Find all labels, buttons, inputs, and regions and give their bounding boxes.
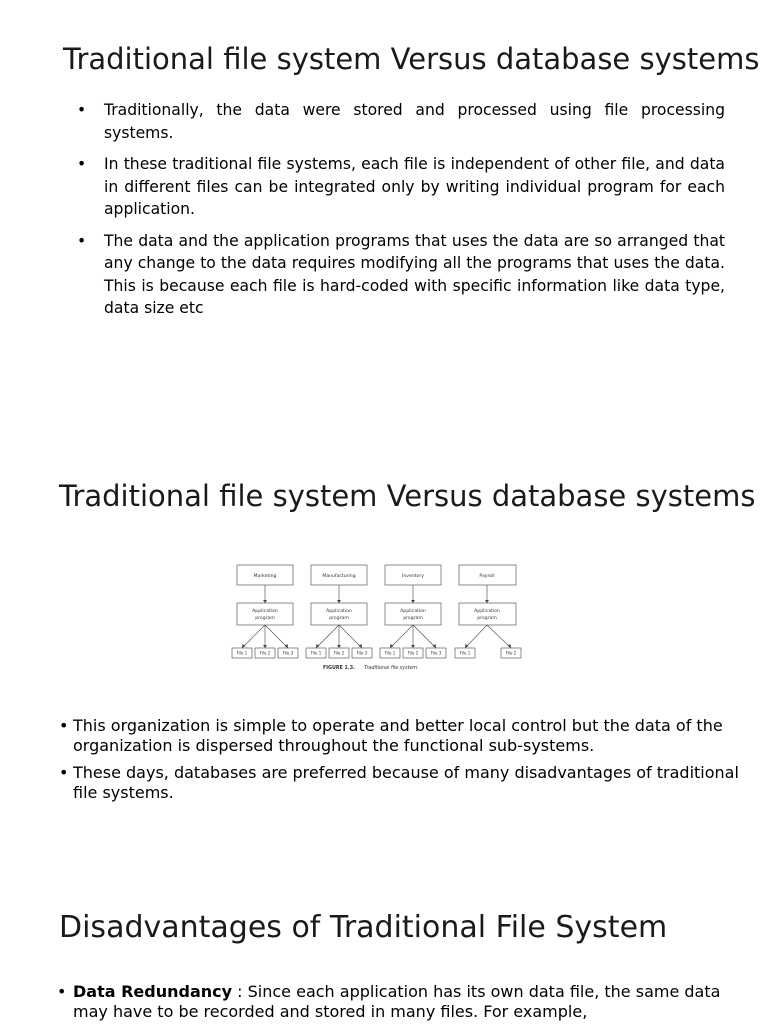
bullet-term: Data Redundancy xyxy=(73,982,233,1001)
program-label: program xyxy=(403,616,423,621)
file-label: File 3 xyxy=(430,650,442,656)
slide-1-title: Traditional file system Versus database systems xyxy=(63,42,760,76)
file-label: File 2 xyxy=(333,650,345,656)
department-label: Payroll xyxy=(479,574,495,579)
application-program-box xyxy=(311,603,367,625)
department-label: Inventory xyxy=(402,574,424,579)
slide-2-title: Traditional file system Versus database systems xyxy=(59,479,756,513)
traditional-file-system-diagram xyxy=(230,563,523,675)
program-label: program xyxy=(477,616,497,621)
file-label: File 3 xyxy=(282,650,294,656)
file-label: File 1 xyxy=(236,650,248,656)
list-item: • In these traditional file systems, each file is independent of other file, and data in different files can be integrated only by writing individual program for each application. xyxy=(77,153,725,221)
slide-2-bullet-list xyxy=(59,716,739,810)
department-label: Manufacturing xyxy=(322,574,356,579)
application-program-box xyxy=(459,603,516,625)
program-label: program xyxy=(255,616,275,621)
file-label: File 2 xyxy=(407,650,419,656)
file-label: File 1 xyxy=(310,650,322,656)
file-label: File 2 xyxy=(505,650,517,656)
file-label: File 1 xyxy=(459,650,471,656)
slide-3-bullet-list xyxy=(57,982,737,1022)
program-label: Application xyxy=(400,609,426,614)
department-label: Marketing xyxy=(253,574,277,579)
program-label: Application xyxy=(326,609,352,614)
application-program-box xyxy=(237,603,293,625)
program-label: program xyxy=(329,616,349,621)
slide-1-bullet-list xyxy=(77,99,725,329)
list-item: • Traditionally, the data were stored and processed using file processing systems. xyxy=(77,99,725,144)
figure-caption-text: Traditional file system. xyxy=(364,666,419,671)
slide-3-title: Disadvantages of Traditional File System xyxy=(59,910,668,945)
list-item: • The data and the application programs that uses the data are so arranged that any change to the data requires modifying all the programs that uses the data. This is because each file is hard-coded with specific information like data type, data size etc xyxy=(77,230,725,320)
program-label: Application xyxy=(252,609,278,614)
program-label: Application xyxy=(474,609,500,614)
file-label: File 1 xyxy=(384,650,396,656)
list-item: • This organization is simple to operate and better local control but the data of the organization is dispersed throughout the functional sub-systems. xyxy=(59,716,739,756)
list-item: • These days, databases are preferred because of many disadvantages of traditional file systems. xyxy=(59,763,739,803)
application-program-box xyxy=(385,603,441,625)
list-item xyxy=(57,982,737,1022)
file-label: File 3 xyxy=(356,650,368,656)
bullet-text: : Since each application has its own data file, the same data may have to be recorded and stored in many files. For example, xyxy=(73,982,721,1021)
figure-caption-label: FIGURE 1.3. xyxy=(323,666,355,671)
file-label: File 2 xyxy=(259,650,271,656)
